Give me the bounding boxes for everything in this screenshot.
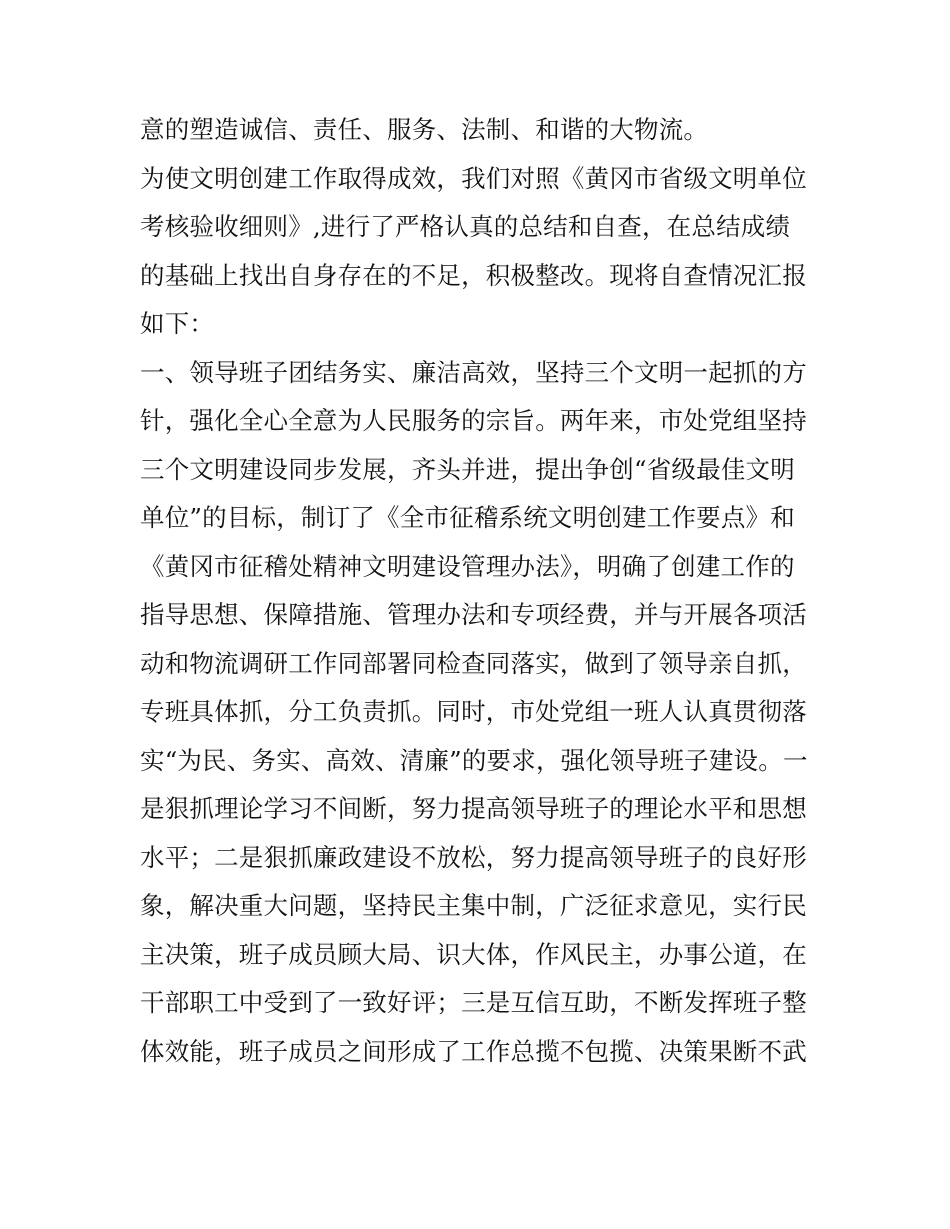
text-line: 单位”的目标，制订了《全市征稽系统文明创建工作要点》和 <box>140 503 795 532</box>
text-line: 为使文明创建工作取得成效，我们对照《黄冈市省级文明单位 <box>140 163 807 193</box>
text-line: 动和物流调研工作同部署同检查同落实，做到了领导亲自抓， <box>140 648 807 678</box>
text-line: 实“为民、务实、高效、清廉”的要求，强化领导班子建设。一 <box>140 745 808 775</box>
text-line: 一、领导班子团结务实、廉洁高效，坚持三个文明一起抓的方 <box>140 357 807 387</box>
text-line: 专班具体抓，分工负责抓。同时，市处党组一班人认真贯彻落 <box>140 697 807 726</box>
text-line: 意的塑造诚信、责任、服务、法制、和谐的大物流。 <box>140 115 709 144</box>
body-text <box>140 106 830 1076</box>
text-line: 三个文明建设同步发展，齐头并进，提出争创“省级最佳文明 <box>140 454 795 484</box>
text-line: 《黄冈市征稽处精神文明建设管理办法》，明确了创建工作的 <box>140 551 795 581</box>
text-line: 针，强化全心全意为人民服务的宗旨。两年来，市处党组坚持 <box>140 406 807 435</box>
text-line: 如下： <box>140 309 215 338</box>
text-line: 主决策，班子成员顾大局、识大体，作风民主，办事公道，在 <box>140 939 807 969</box>
text-line: 的基础上找出自身存在的不足，积极整改。现将自查情况汇报 <box>140 260 807 290</box>
text-line: 体效能，班子成员之间形成了工作总揽不包揽、决策果断不武 <box>140 1036 807 1066</box>
text-line: 是狠抓理论学习不间断，努力提高领导班子的理论水平和思想 <box>140 794 807 823</box>
text-line: 象，解决重大问题，坚持民主集中制，广泛征求意见，实行民 <box>140 891 807 920</box>
text-line: 指导思想、保障措施、管理办法和专项经费，并与开展各项活 <box>140 600 807 629</box>
text-line: 考核验收细则》,进行了严格认真的总结和自查，在总结成绩 <box>140 212 791 241</box>
text-line: 水平；二是狠抓廉政建设不放松，努力提高领导班子的良好形 <box>140 842 807 872</box>
text-line: 干部职工中受到了一致好评；三是互信互助，不断发挥班子整 <box>140 988 807 1017</box>
